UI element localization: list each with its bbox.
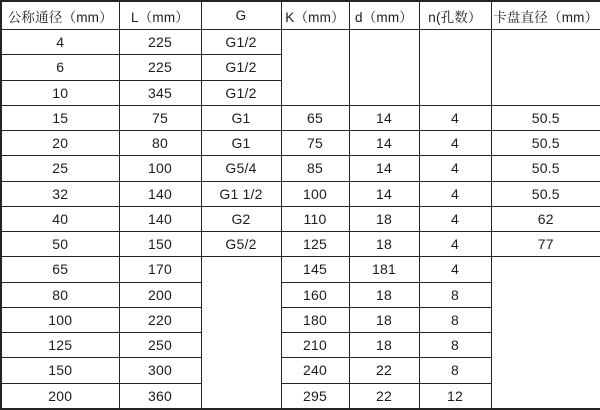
table-cell: 100	[119, 156, 201, 181]
table-cell: G1	[201, 131, 281, 156]
header-cell: L（mm）	[119, 1, 201, 30]
table-cell: 180	[281, 307, 349, 332]
table-row	[1, 131, 600, 156]
table-cell: 295	[281, 383, 349, 409]
table-cell: 110	[281, 206, 349, 231]
table-cell: 4	[419, 105, 491, 130]
table-cell: G1 1/2	[201, 181, 281, 206]
table-row	[1, 156, 600, 181]
table-cell: 181	[349, 257, 419, 282]
table-cell: 4	[419, 156, 491, 181]
header-cell: n(孔数）	[419, 1, 491, 30]
table-cell: 170	[119, 257, 201, 282]
table-cell: 360	[119, 383, 201, 409]
table-cell: 220	[119, 307, 201, 332]
table-cell: 85	[281, 156, 349, 181]
header-cell: d（mm）	[349, 1, 419, 30]
table-cell: 14	[349, 105, 419, 130]
table-row	[1, 232, 600, 257]
table-cell: 150	[1, 358, 119, 383]
table-cell: 50	[1, 232, 119, 257]
table-cell: 62	[491, 206, 600, 231]
table-cell: 77	[491, 232, 600, 257]
table-cell: G5/4	[201, 156, 281, 181]
table-cell: 65	[1, 257, 119, 282]
table-cell: 225	[119, 55, 201, 80]
table-cell: 80	[1, 282, 119, 307]
table-cell: 125	[281, 232, 349, 257]
table-cell: 200	[1, 383, 119, 409]
table-cell: 14	[349, 156, 419, 181]
table-cell: 345	[119, 80, 201, 105]
table-cell: 100	[1, 307, 119, 332]
table-cell: 50.5	[491, 181, 600, 206]
table-cell: 14	[349, 131, 419, 156]
table-cell: G2	[201, 206, 281, 231]
table-cell: 150	[119, 232, 201, 257]
table-cell: 250	[119, 333, 201, 358]
table-cell: 10	[1, 80, 119, 105]
table-cell: 4	[419, 257, 491, 282]
header-row	[1, 1, 600, 30]
table-cell: 8	[419, 282, 491, 307]
table-cell: 18	[349, 333, 419, 358]
table-cell	[349, 30, 419, 106]
table-cell: G1/2	[201, 30, 281, 55]
table-cell: 145	[281, 257, 349, 282]
table-cell: 18	[349, 282, 419, 307]
table-cell: 75	[281, 131, 349, 156]
table-cell: 4	[419, 232, 491, 257]
table-cell: 32	[1, 181, 119, 206]
table-cell	[491, 30, 600, 106]
table-cell: 8	[419, 358, 491, 383]
table-cell: 22	[349, 358, 419, 383]
table-cell: G1	[201, 105, 281, 130]
table-cell: 4	[419, 131, 491, 156]
table-cell: 18	[349, 232, 419, 257]
table-row	[1, 105, 600, 130]
table-cell: 18	[349, 307, 419, 332]
table-cell	[281, 30, 349, 106]
table-cell: G5/2	[201, 232, 281, 257]
table-cell: 80	[119, 131, 201, 156]
table-cell: 14	[349, 181, 419, 206]
table-row	[1, 257, 600, 282]
table-cell: 100	[281, 181, 349, 206]
table-cell: 160	[281, 282, 349, 307]
header-cell: 公称通径（mm）	[1, 1, 119, 30]
table-cell	[201, 257, 281, 409]
table-cell: 300	[119, 358, 201, 383]
table-cell: 65	[281, 105, 349, 130]
header-cell: G	[201, 1, 281, 30]
table-cell: 15	[1, 105, 119, 130]
table-cell: 210	[281, 333, 349, 358]
table-cell: 40	[1, 206, 119, 231]
table-cell: 18	[349, 206, 419, 231]
table-cell: 12	[419, 383, 491, 409]
table-body	[1, 30, 600, 410]
table-cell: 4	[419, 206, 491, 231]
table-cell: 225	[119, 30, 201, 55]
table-cell: 20	[1, 131, 119, 156]
table-cell: 6	[1, 55, 119, 80]
table-cell	[419, 30, 491, 106]
table-cell: 22	[349, 383, 419, 409]
table-cell: 50.5	[491, 131, 600, 156]
table-row	[1, 206, 600, 231]
table-cell: 25	[1, 156, 119, 181]
header-cell: 卡盘直径（mm）	[491, 1, 600, 30]
header-cell: K（mm）	[281, 1, 349, 30]
table-cell: 50.5	[491, 105, 600, 130]
table-cell: 140	[119, 181, 201, 206]
table-cell: 4	[419, 181, 491, 206]
table-cell: 125	[1, 333, 119, 358]
table-cell: 8	[419, 333, 491, 358]
table-row	[1, 181, 600, 206]
table-cell: G1/2	[201, 80, 281, 105]
table-cell: 240	[281, 358, 349, 383]
table-cell: 75	[119, 105, 201, 130]
table-cell: 8	[419, 307, 491, 332]
table-cell: 140	[119, 206, 201, 231]
table-cell	[491, 257, 600, 409]
table-cell: 50.5	[491, 156, 600, 181]
table-cell: G1/2	[201, 55, 281, 80]
table-row	[1, 30, 600, 55]
table-header	[1, 1, 600, 30]
table-cell: 4	[1, 30, 119, 55]
table-cell: 200	[119, 282, 201, 307]
